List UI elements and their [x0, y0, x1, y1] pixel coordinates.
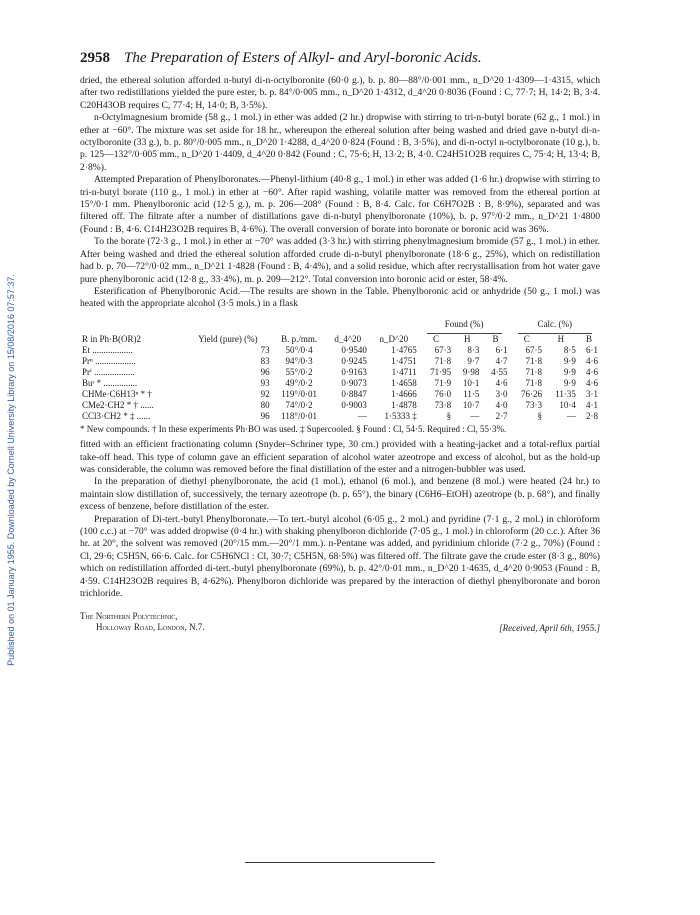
institution-name: The Northern Polytechnic, — [80, 610, 178, 621]
received-date: [Received, April 6th, 1955.] — [499, 622, 600, 633]
table-cell: 9·9 — [563, 377, 576, 388]
table-cell: 71·95 — [430, 366, 452, 377]
table-cell: 11·5 — [463, 388, 480, 399]
table-cell: 10·1 — [462, 377, 480, 388]
table-cell: 4·1 — [586, 399, 598, 410]
table-cell: 96 — [260, 410, 270, 421]
download-watermark-text: Published on 01 January 1955. Downloaded by Cornell University Library on 15/08/2016 07:57:37. — [6, 274, 16, 666]
table-cell: 4·6 — [586, 355, 598, 366]
table-cell: 76·26 — [520, 388, 542, 399]
table-cell: 2·8 — [586, 410, 598, 421]
table-cell: 71·8 — [525, 366, 542, 377]
table-cell: Buˢ * ............... — [82, 377, 138, 388]
table-cell: 4·0 — [495, 399, 508, 410]
table-cell: 96 — [260, 366, 270, 377]
table-row — [80, 367, 600, 378]
table-cell: 73·8 — [434, 399, 452, 410]
table-cell: 83 — [260, 355, 270, 366]
end-rule — [245, 862, 435, 863]
table-cell: § — [537, 410, 542, 421]
table-cell: 93 — [260, 377, 270, 388]
table-cell: 3·0 — [495, 388, 508, 399]
page-header — [80, 50, 600, 67]
institution-street: Holloway Road, London, N.7. — [96, 621, 205, 632]
page-number: 2958 — [80, 50, 110, 66]
table-cell: 67·5 — [525, 344, 542, 355]
table-cell: 4·6 — [495, 377, 508, 388]
col-header: Yield (pure) (%) — [198, 333, 258, 344]
table-cell: 71·9 — [434, 377, 452, 388]
table-cell: 49°/0·2 — [285, 377, 313, 388]
table-cell: 2·7 — [495, 410, 508, 421]
table-cell: 4·6 — [586, 377, 598, 388]
table-cell: 9·9 — [563, 355, 576, 366]
table-cell: 1·4666 — [391, 388, 417, 399]
table-cell: 9·98 — [462, 366, 480, 377]
table-cell: 1·4658 — [391, 377, 417, 388]
table-row — [80, 411, 600, 422]
paragraph-6: fitted with an efficient fractionating column (Snyder–Schriner type, 30 cm.) provided with a heating-jacket and a total-reflux partial take-off head. This type of column gave an efficient separation of alcohol water azeotrope and excess of alcohol, but as the hold-up was considerable, the column was removed before the final distillation of the ester and a nitrogen-bubbler was used. — [80, 439, 600, 476]
table-cell: — — [357, 410, 367, 421]
table-cell: 0·9540 — [341, 344, 367, 355]
table-cell: 10·4 — [559, 399, 576, 410]
table-cell: 50°/0·4 — [285, 344, 313, 355]
table-footnote: * New compounds. † In these experiments Ph·BO was used. ‡ Supercooled. § Found : Cl, 54·5. Required : Cl, 55·3%. — [80, 423, 507, 434]
signature-block — [80, 611, 600, 633]
table-cell: 0·9245 — [341, 355, 367, 366]
table-cell: 1·4878 — [391, 399, 417, 410]
col-header: H — [557, 333, 565, 344]
calc-group-header: Calc. (%) — [510, 319, 600, 334]
table-cell: 71·8 — [525, 377, 542, 388]
table-cell: 4·7 — [495, 355, 508, 366]
table-cell: 3·1 — [586, 388, 598, 399]
table-row — [80, 389, 600, 400]
table-cell: 0·9163 — [341, 366, 367, 377]
table-cell: 8·5 — [563, 344, 576, 355]
table-cell: 9·7 — [467, 355, 480, 366]
col-header: B — [492, 333, 499, 344]
table-cell: 6·1 — [495, 344, 508, 355]
col-header: d_4^20 — [334, 333, 362, 344]
table-cell: Et .................. — [82, 344, 133, 355]
table-cell: 11·35 — [555, 388, 576, 399]
table-cell: 74°/0·2 — [285, 399, 313, 410]
col-header: C — [432, 333, 439, 344]
journal-page — [80, 50, 600, 633]
table-cell: 10·7 — [462, 399, 480, 410]
table-cell: 9·9 — [563, 366, 576, 377]
table-cell: 94°/0·3 — [285, 355, 313, 366]
esterification-results-table — [80, 319, 600, 422]
table-cell: CMe2·CH2 * † ...... — [82, 399, 154, 410]
table-row — [80, 378, 600, 389]
table-cell: 0·9003 — [341, 399, 367, 410]
paragraph-4: To the borate (72·3 g., 1 mol.) in ether at −70° was added (3·3 hr.) with stirring phenylmagnesium bromide (57 g., 1 mol.) in ether. After being washed and dried the ethereal solution afforded crude di-n-butyl phenylboronate (18·6 g., 25%), which on redistillation had b. p. 70—72°/0·02 mm., n_D^21 1·4828 (Found : B, 4·4%), and a solid residue, which after recrystallisation from hot water gave pure phenylboronic acid (12·8 g., 33·4%), m. p. 209—212°. Total conversion into boronic acid or ester, 58·4%. — [80, 236, 600, 285]
table-cell: 55°/0·2 — [285, 366, 313, 377]
col-header: H — [464, 333, 471, 344]
table-cell: 1·4751 — [391, 355, 417, 366]
table-cell: 67·3 — [434, 344, 452, 355]
table-cell: 8·3 — [467, 344, 480, 355]
table-cell: 118°/0·01 — [281, 410, 317, 421]
table-cell: 119°/0·01 — [281, 388, 317, 399]
table-cell: CHMe·C6H13ⁿ * † — [82, 388, 152, 399]
paragraph-7: In the preparation of diethyl phenylboronate, the acid (1 mol.), ethanol (6 mol.), and benzene (8 mol.) were heated (24 hr.) to maintain slow distillation of, successively, the ternary azeotrope (b. p. 65°), the binary (C6H6–EtOH) azeotrope (b. p. 68°), and finally excess of benzene, before distillation of the ester. — [80, 476, 600, 513]
found-group-header: Found (%) — [419, 319, 510, 334]
table-cell: — — [566, 410, 576, 421]
col-header: B — [585, 333, 592, 344]
table-cell: 0·9073 — [341, 377, 367, 388]
table-cell: 1·5333 ‡ — [384, 410, 417, 421]
paragraph-1: dried, the ethereal solution afforded n-butyl di-n-octylboronite (60·0 g.), b. p. 80—88°/0·001 mm., n_D^20 1·4309—1·4315, which after two redistillations yielded the pure ester, b. p. 84°/0·005 mm., n_D^20 1·4312, d_4^20 0·8036 (Found : C, 77·7; H, 14·2; B, 3·4. C20H43OB requires C, 77·4; H, 14·0; B, 3·5%). — [80, 75, 600, 111]
col-header: R in Ph·B(OR)2 — [82, 333, 142, 344]
table-cell: 73 — [260, 344, 270, 355]
table-cell: 0·8847 — [341, 388, 367, 399]
running-title: The Preparation of Esters of Alkyl- and Aryl-boronic Acids. — [124, 50, 482, 66]
table-cell: 76·0 — [434, 388, 452, 399]
paragraph-2: n-Octylmagnesium bromide (58 g., 1 mol.) in ether was added (2 hr.) dropwise with stirring to tri-n-butyl borate (62 g., 1 mol.) in ether at −60°. The mixture was set aside for 18 hr., whereupon the ethereal solution after being washed and dried gave n-butyl di-n-octylboronite (33 g.), b. p. 80°/0·005 mm., n_D^20 1·4288, d_4^20 0·824 (Found : B, 3·5%), and di-n-octyl n-octylboronate (10 g.), b. p. 125—132°/0·005 mm., n_D^20 1·4409, d_4^20 0·842 (Found : C, 75·6; H, 13·2; B, 4·0. C24H51O2B requires C, 75·4; H, 13·4; B, 2·8%). — [80, 112, 600, 173]
table-cell: 92 — [260, 388, 270, 399]
table-cell: 73·3 — [525, 399, 542, 410]
table-cell: 6·1 — [586, 344, 598, 355]
col-header: B. p./mm. — [281, 333, 318, 344]
table-cell: 80 — [260, 399, 270, 410]
col-header: C — [523, 333, 530, 344]
paragraph-3: Attempted Preparation of Phenylboronates.—Phenyl-lithium (40·8 g., 1 mol.) in ether was added (1·6 hr.) dropwise with stirring to tri-n-butyl borate (110 g., 1 mol.) in ether at −60°. After rapid washing, volatile matter was removed from the ethereal portion at 15°/0·1 mm. Phenylboronic acid (12·5 g.), m. p. 206—208° (Found : B, 8·4. Calc. for C6H7O2B : B, 8·9%), separated and was filtered off. The filtrate after a number of distillations gave di-n-butyl phenylboronate (10%), b. p. 97°/0·2 mm., n_D^21 1·4800 (Found : B, 4·6. C14H23O2B requires B, 4·6%). The overall conversion of borate into boronate or boronic acid was 36%. — [80, 174, 600, 235]
download-watermark — [4, 140, 18, 800]
table-cell: Prⁿ .................. — [82, 355, 136, 366]
col-header: n_D^20 — [379, 333, 409, 344]
table-cell: Prⁱ .................. — [82, 366, 135, 377]
paragraph-8: Preparation of Di-tert.-butyl Phenylboronate.—To tert.-butyl alcohol (6·05 g., 2 mol.) and pyridine (7·1 g., 2 mol.) in chloroform (100 c.c.) at −70° was added dropwise (0·4 hr.) with shaking phenylboron dichloride (7·05 g., 1 mol.) in chloroform (20 c.c.). After 36 hr. at 20°, the solvent was removed (20°/15 mm.—20°/1 mm.). n-Pentane was added, and pyridinium chloride (7·2 g., 70%) (Found : Cl, 29·6; C5H5N, 66·6. Calc. for C5H6NCl : Cl, 30·7; C5H5N, 68·5%) was filtered off. The filtrate gave the crude ester (8·3 g., 80%) which on redistillation afforded di-tert.-butyl phenylboronate (69%), b. p. 42°/0·01 mm., n_D^20 1·4635, d_4^20 0·9053 (Found : B, 4·59. C14H23O2B requires B, 4·62%). Phenylboron dichloride was prepared by the interaction of diethyl phenylboronate and boron trichloride. — [80, 513, 600, 600]
table-header-row — [80, 334, 600, 345]
table-row — [80, 400, 600, 411]
table-cell: 1·4711 — [391, 366, 417, 377]
institution-address — [80, 611, 205, 633]
table-row — [80, 345, 600, 356]
results-table-block — [80, 319, 600, 436]
table-cell: 71·8 — [434, 355, 452, 366]
table-cell: 4·6 — [586, 366, 598, 377]
table-cell: CCl3·CH2 * ‡ ...... — [82, 410, 151, 421]
table-cell: 71·8 — [525, 355, 542, 366]
table-row — [80, 356, 600, 367]
paragraph-5: Esterification of Phenylboronic Acid.—The results are shown in the Table. Phenylboronic acid or anhydride (50 g., 1 mol.) was heated with the appropriate alcohol (3·5 mols.) in a flask — [80, 285, 600, 310]
table-cell: § — [446, 410, 452, 421]
table-cell: 4·55 — [491, 366, 508, 377]
table-cell: 1·4765 — [391, 344, 417, 355]
table-cell: — — [470, 410, 480, 421]
table-body — [80, 345, 600, 422]
